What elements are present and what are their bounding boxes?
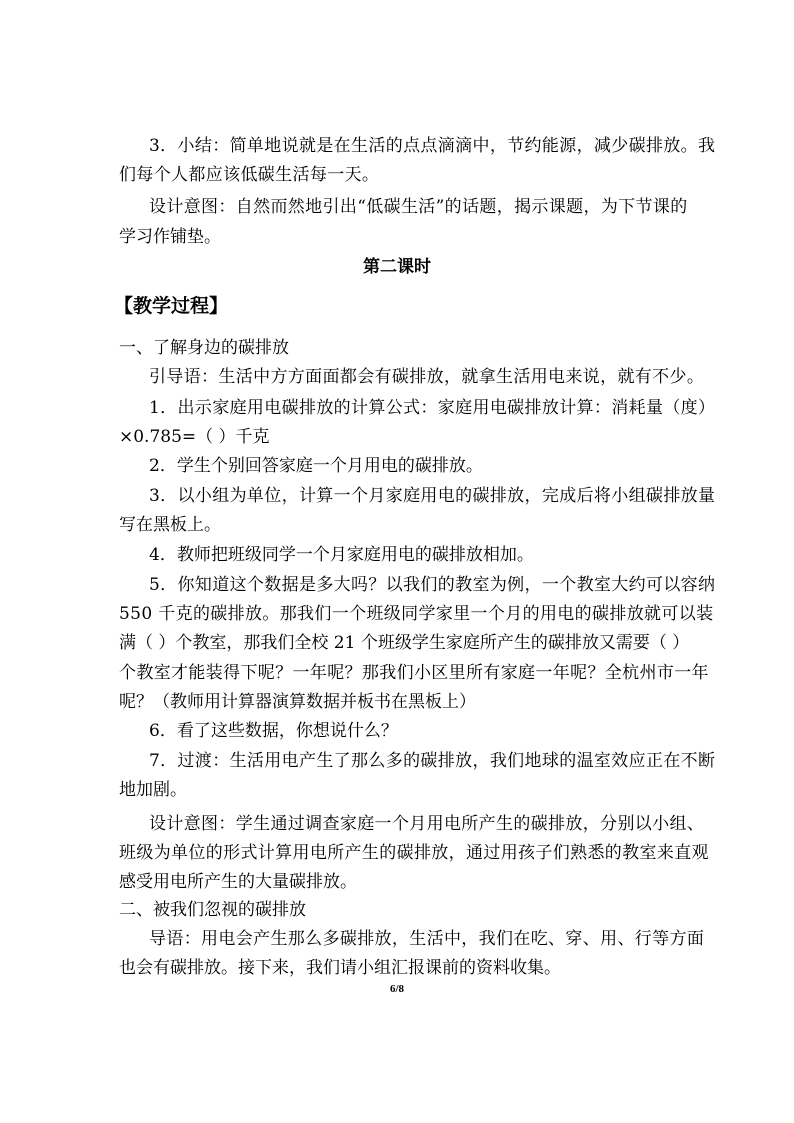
paragraph-line: 7．过渡：生活用电产生了那么多的碳排放，我们地球的温室效应正在不断 [149, 751, 716, 771]
section-title: 第二课时 [363, 257, 431, 277]
paragraph-line: 也会有碳排放。接下来，我们请小组汇报课前的资料收集。 [119, 958, 561, 978]
paragraph-line: 满（ ）个教室，那我们全校 21 个班级学生家庭所产生的碳排放又需要（ ） [119, 633, 690, 653]
paragraph-line: 地加剧。 [119, 780, 187, 800]
subheading: 一、了解身边的碳排放 [119, 338, 289, 358]
paragraph-line: 呢？（教师用计算器演算数据并板书在黑板上） [119, 692, 476, 712]
paragraph-line: 3．小结：简单地说就是在生活的点点滴滴中，节约能源，减少碳排放。我 [149, 136, 716, 156]
paragraph-line: 设计意图：自然而然地引出“低碳生活”的话题，揭示课题，为下节课的 [149, 197, 688, 217]
section-heading: 【教学过程】 [114, 295, 229, 317]
paragraph-line: 设计意图：学生通过调查家庭一个月用电所产生的碳排放，分别以小组、 [149, 814, 705, 834]
paragraph-line: 3．以小组为单位，计算一个月家庭用电的碳排放，完成后将小组碳排放量 [149, 486, 716, 506]
paragraph-line: 5．你知道这个数据是多大吗？以我们的教室为例，一个教室大约可以容纳 [149, 575, 716, 595]
paragraph-line: 感受用电所产生的大量碳排放。 [119, 872, 357, 892]
page-number: 6/8 [389, 983, 405, 995]
paragraph-line: 550 千克的碳排放。那我们一个班级同学家里一个月的用电的碳排放就可以装 [119, 604, 714, 624]
paragraph-line: 引导语：生活中方方面面都会有碳排放，就拿生活用电来说，就有不少。 [149, 367, 705, 387]
paragraph-line: ×0.785=（ ）千克 [119, 427, 270, 447]
paragraph-line: 们每个人都应该低碳生活每一天。 [119, 165, 380, 185]
paragraph-line: 1．出示家庭用电碳排放的计算公式：家庭用电碳排放计算：消耗量（度） [149, 398, 716, 418]
paragraph-line: 班级为单位的形式计算用电所产生的碳排放，通过用孩子们熟悉的教室来直观 [119, 843, 709, 863]
paragraph-line: 2．学生个别回答家庭一个月用电的碳排放。 [149, 456, 483, 476]
paragraph-line: 6．看了这些数据，你想说什么？ [149, 721, 398, 741]
paragraph-line: 导语：用电会产生那么多碳排放，生活中，我们在吃、穿、用、行等方面 [149, 929, 705, 949]
subheading: 二、被我们忽视的碳排放 [119, 900, 306, 920]
paragraph-line: 写在黑板上。 [119, 515, 221, 535]
paragraph-line: 4．教师把班级同学一个月家庭用电的碳排放相加。 [149, 545, 534, 565]
paragraph-line: 个教室才能装得下呢？一年呢？那我们小区里所有家庭一年呢？全杭州市一年 [119, 663, 709, 683]
paragraph-line: 学习作铺垫。 [119, 227, 221, 247]
